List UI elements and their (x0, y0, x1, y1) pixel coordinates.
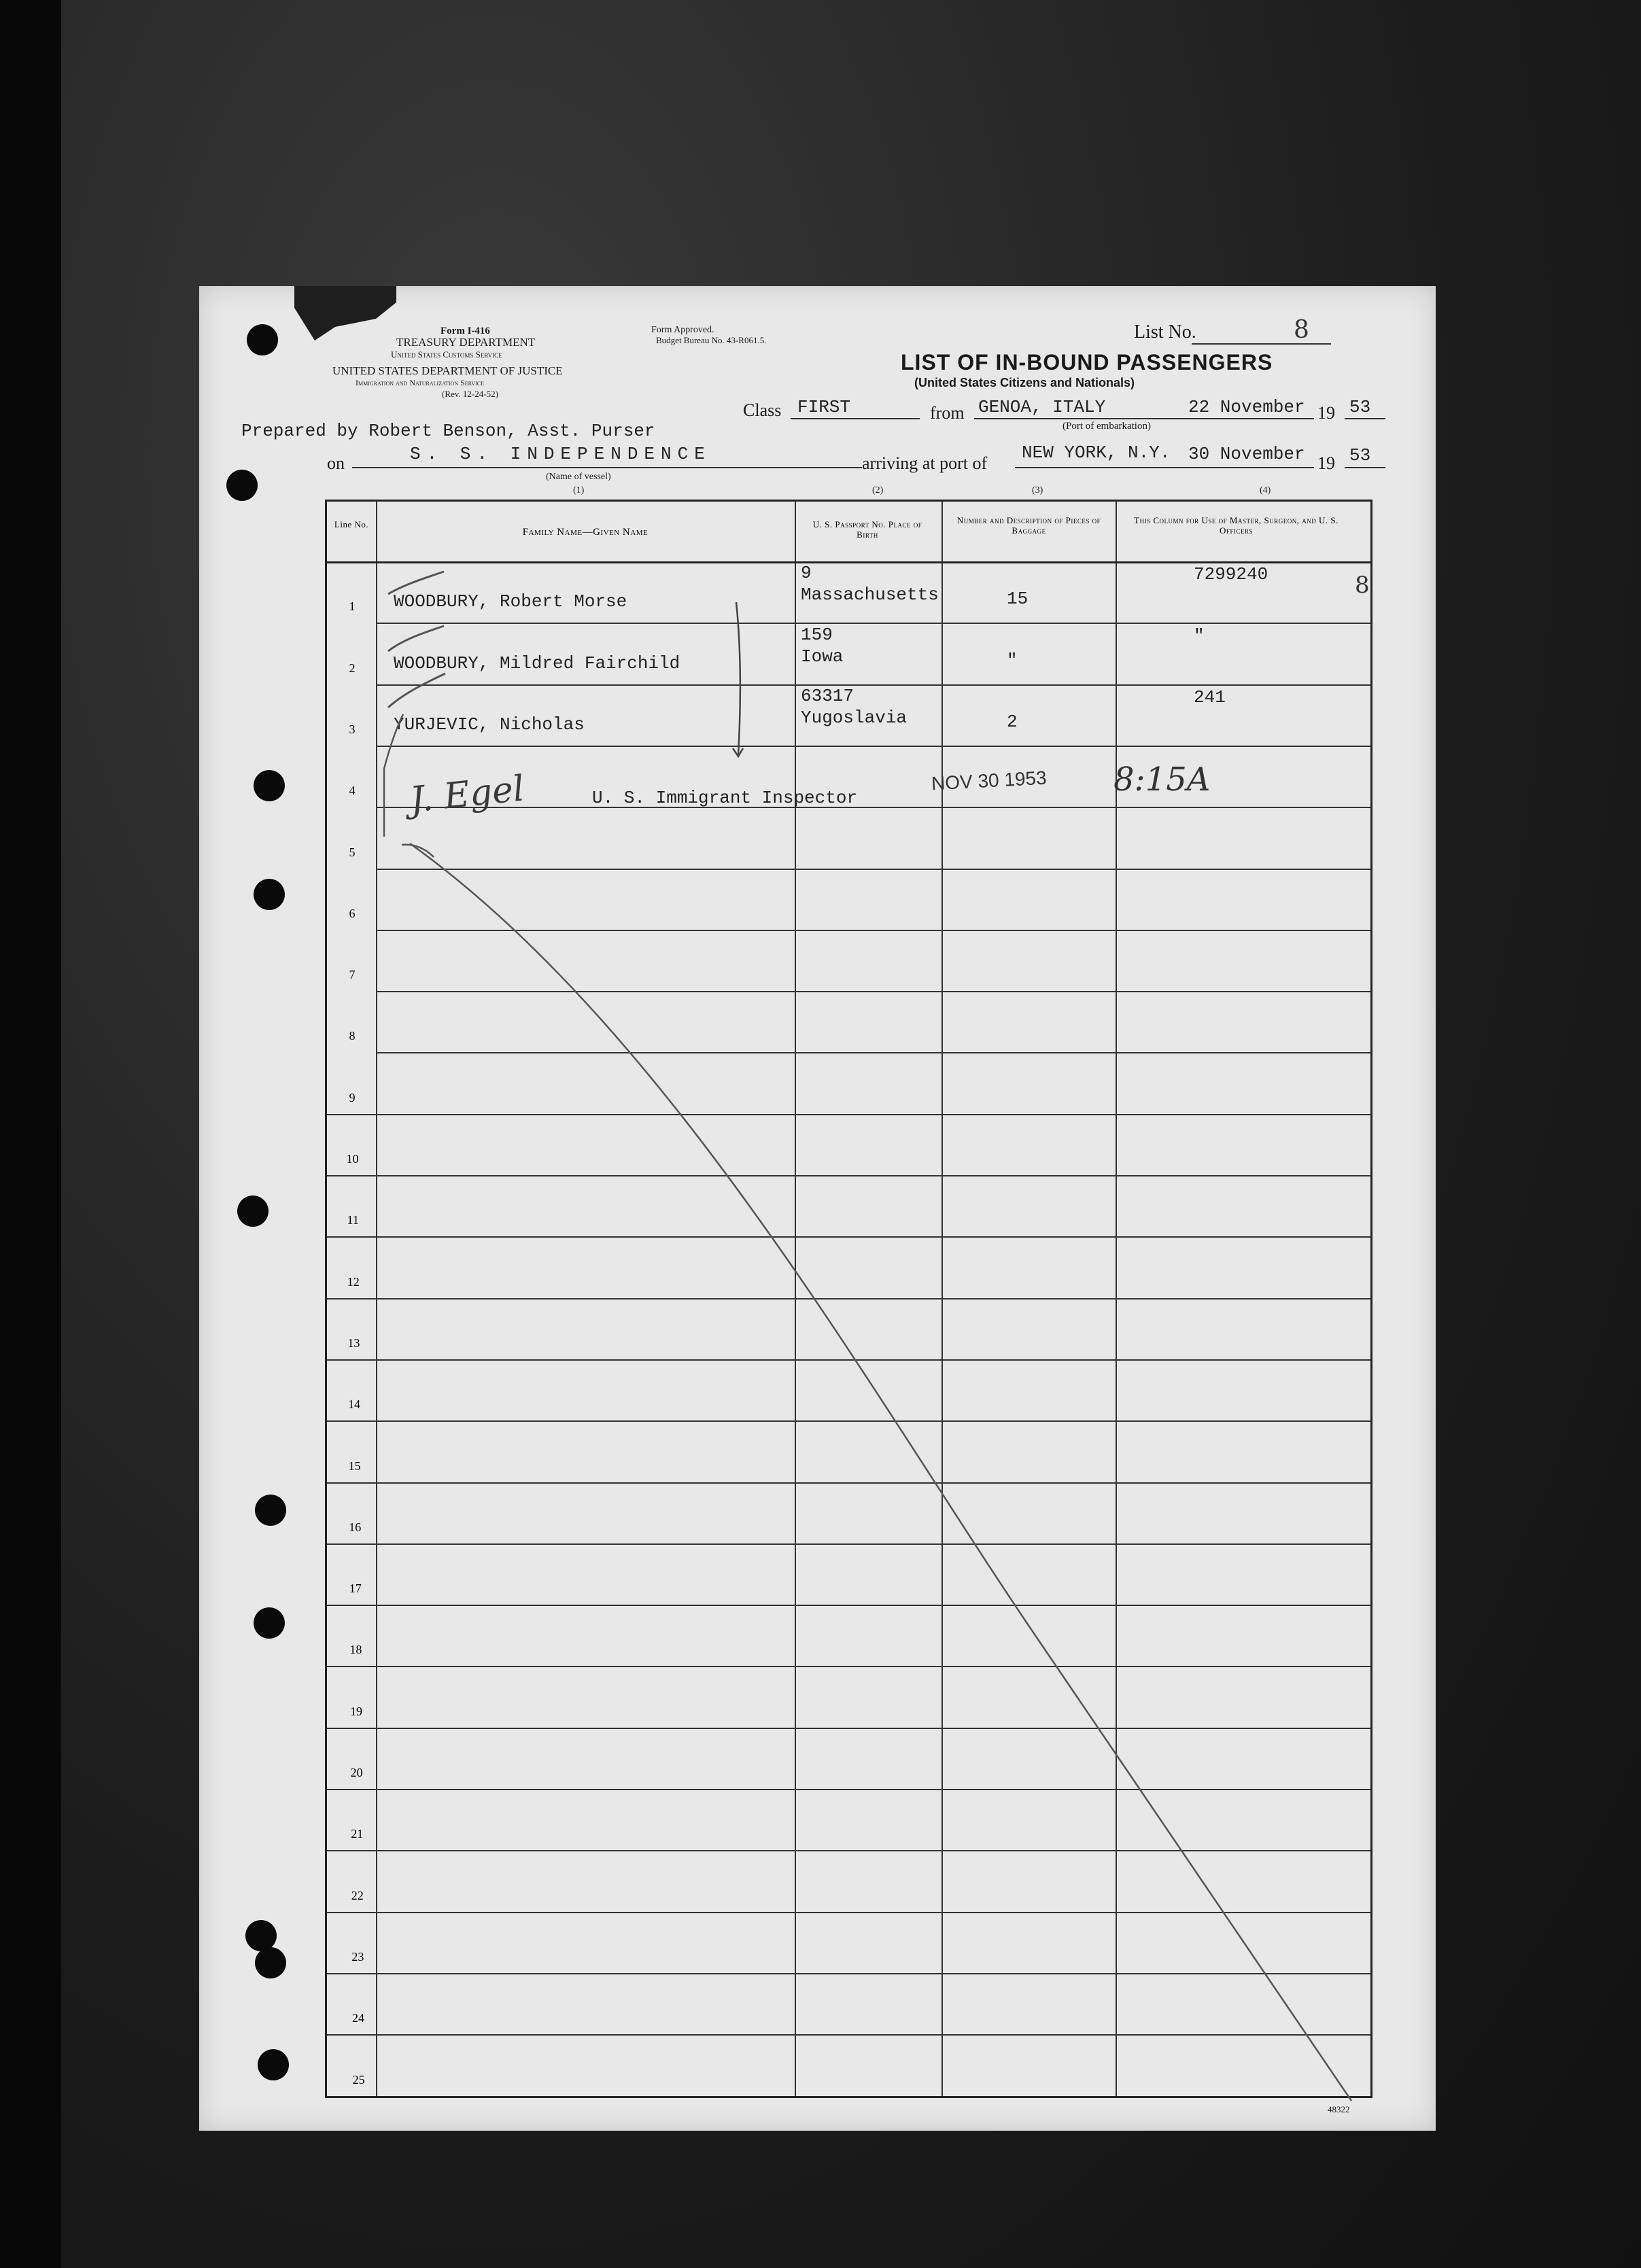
row-number: 14 (348, 1397, 360, 1412)
tick-mark (388, 674, 445, 708)
passenger-name: YURJEVIC, Nicholas (394, 714, 585, 735)
row-number: 12 (347, 1274, 360, 1289)
from-value: GENOA, ITALY (978, 397, 1106, 417)
place-of-birth: Yugoslavia (801, 707, 908, 728)
row-number: 24 (352, 2011, 364, 2025)
officer-note: " (1194, 625, 1205, 646)
row-number: 11 (347, 1213, 359, 1227)
manifest-subtitle: (United States Citizens and Nationals) (914, 376, 1135, 389)
arrival-date: 30 November (1188, 444, 1305, 464)
row-number: 22 (351, 1888, 364, 1902)
form-number: Form I-416 (441, 326, 490, 336)
tick-mark (388, 626, 444, 651)
time-annotation: 8:15A (1113, 761, 1211, 799)
baggage-count: 2 (1007, 711, 1018, 732)
check-stroke (402, 845, 434, 857)
tick-mark (388, 572, 444, 594)
header-passport: U. S. Passport No. Place of Birth (812, 519, 922, 540)
list-no-label: List No. (1134, 321, 1196, 343)
inspector-title: U. S. Immigrant Inspector (592, 788, 858, 808)
passport-number: 9 (801, 563, 812, 584)
row-number: 17 (349, 1582, 362, 1596)
manifest-title: LIST OF IN-BOUND PASSENGERS (901, 350, 1273, 374)
diagonal-cancel-line (410, 843, 1351, 2101)
row-number: 20 (350, 1766, 363, 1779)
row-number: 7 (349, 968, 356, 982)
arrival-port: NEW YORK, N.Y. (1022, 442, 1171, 463)
officer-note: 241 (1194, 686, 1226, 708)
bracket-line (736, 602, 740, 755)
footer-form-number: 48322 (1328, 2104, 1350, 2114)
ins-service: Immigration and Naturalization Service (356, 378, 485, 387)
form-approved: Form Approved. (651, 325, 714, 335)
customs-service: United States Customs Service (391, 349, 502, 360)
row-number: 10 (346, 1152, 359, 1166)
manifest-page (199, 286, 1436, 2131)
margin-mark: 8 (1355, 572, 1370, 599)
vessel-name: S. S. INDEPENDENCE (410, 444, 711, 464)
budget-bureau: Budget Bureau No. 43-R061.5. (656, 335, 767, 345)
row-number: 18 (349, 1643, 362, 1657)
cancel-marks (199, 286, 1436, 2131)
row-number: 8 (349, 1029, 356, 1043)
arrival-stamp: NOV 30 1953 (931, 767, 1048, 795)
check-stroke (384, 714, 403, 837)
departure-year: 53 (1349, 397, 1371, 417)
arrival-year-prefix: 19 (1317, 453, 1335, 473)
baggage-count: " (1007, 650, 1018, 671)
row-number: 3 (349, 722, 356, 736)
passport-number: 63317 (801, 685, 854, 706)
col-no-4: (4) (1260, 485, 1271, 495)
passport-number: 159 (801, 624, 833, 645)
treasury-dept: TREASURY DEPARTMENT (396, 336, 536, 349)
row-number: 6 (349, 906, 356, 920)
inspector-signature: J. Egel (408, 768, 527, 821)
from-label: from (930, 403, 965, 423)
row-number: 19 (350, 1704, 362, 1718)
vessel-caption: (Name of vessel) (546, 472, 611, 482)
col-no-3: (3) (1032, 485, 1043, 495)
baggage-count: 15 (1007, 589, 1029, 610)
row-number: 9 (349, 1090, 356, 1104)
passenger-name: WOODBURY, Mildred Fairchild (394, 652, 680, 674)
row-number: 1 (349, 599, 356, 614)
header-name: Family Name—Given Name (522, 527, 649, 538)
port-caption: (Port of embarkation) (1063, 421, 1151, 432)
revision-date: (Rev. 12-24-52) (442, 389, 498, 399)
row-number: 15 (348, 1459, 361, 1473)
col-no-1: (1) (573, 485, 585, 495)
justice-dept: UNITED STATES DEPARTMENT OF JUSTICE (332, 364, 563, 377)
row-number: 13 (347, 1336, 360, 1350)
arriving-label: arriving at port of (862, 453, 988, 473)
prepared-by: Prepared by Robert Benson, Asst. Purser (241, 421, 655, 441)
departure-date: 22 November (1188, 397, 1305, 417)
row-number: 4 (349, 784, 356, 798)
passenger-name: WOODBURY, Robert Morse (394, 591, 627, 612)
place-of-birth: Massachusetts (801, 585, 939, 606)
class-label: Class (743, 400, 782, 420)
col-no-2: (2) (872, 485, 884, 495)
row-number: 21 (351, 1827, 364, 1841)
row-number: 2 (349, 661, 356, 675)
header-line-no: Line No. (334, 519, 369, 529)
on-label: on (327, 453, 345, 473)
row-number: 25 (352, 2072, 365, 2087)
officer-note: 7299240 (1194, 564, 1268, 585)
header-officers: This Column for Use of Master, Surgeon, and U. S. Officers (1134, 515, 1338, 536)
row-number: 5 (349, 845, 356, 859)
row-number: 16 (349, 1520, 362, 1534)
place-of-birth: Iowa (801, 646, 844, 667)
header-baggage: Number and Description of Pieces of Baggage (956, 515, 1101, 536)
row-number: 23 (351, 1949, 364, 1964)
scanner-edge (0, 0, 61, 2268)
departure-year-prefix: 19 (1317, 403, 1335, 423)
class-value: FIRST (797, 397, 851, 417)
arrival-year: 53 (1349, 445, 1371, 466)
list-no-value: 8 (1294, 316, 1309, 344)
